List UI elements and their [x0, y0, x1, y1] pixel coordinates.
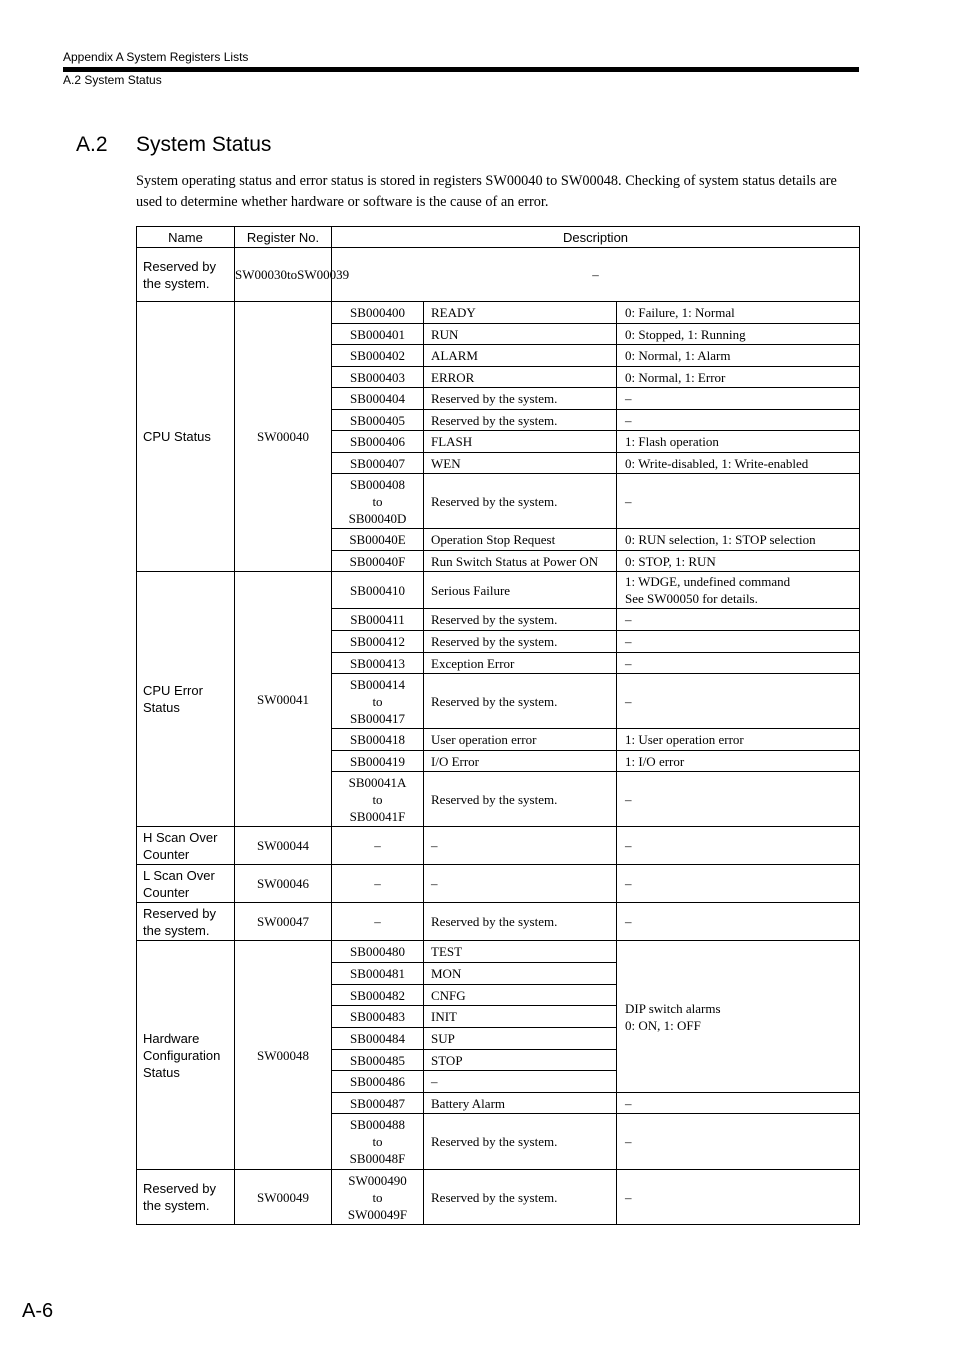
register-name: CPU Status — [137, 302, 235, 572]
bit-number: – — [332, 903, 424, 941]
bit-number: SB000418 — [332, 729, 424, 751]
bit-item: INIT — [424, 1006, 617, 1028]
bit-description: – — [617, 1114, 860, 1170]
bit-description: – — [617, 772, 860, 827]
bit-description: – — [617, 653, 860, 674]
register-name: L Scan Over Counter — [137, 865, 235, 903]
bit-item: Reserved by the system. — [424, 410, 617, 431]
bit-number: SB00040E — [332, 529, 424, 551]
bit-number: SB000414 to SB000417 — [332, 674, 424, 729]
bit-item: TEST — [424, 941, 617, 963]
section-title: System Status — [136, 133, 272, 156]
register-number: SW00046 — [235, 865, 332, 903]
bit-item: User operation error — [424, 729, 617, 751]
bit-description: 0: Normal, 1: Error — [617, 367, 860, 388]
bit-item: Reserved by the system. — [424, 388, 617, 410]
bit-item: Reserved by the system. — [424, 609, 617, 631]
bit-description: – — [617, 609, 860, 631]
bit-description: 0: Failure, 1: Normal — [617, 302, 860, 324]
register-name: CPU Error Status — [137, 572, 235, 827]
bit-item: RUN — [424, 324, 617, 345]
bit-description: – — [617, 410, 860, 431]
register-number: SW00049 — [235, 1170, 332, 1225]
bit-number: SB00041A to SB00041F — [332, 772, 424, 827]
bit-item: CNFG — [424, 985, 617, 1006]
register-description: – — [332, 248, 860, 302]
bit-number: SB000412 — [332, 631, 424, 653]
bit-number: SB000480 — [332, 941, 424, 963]
bit-number: SB000401 — [332, 324, 424, 345]
bit-number: SB000413 — [332, 653, 424, 674]
bit-description: – — [617, 903, 860, 941]
header-register: Register No. — [235, 227, 332, 248]
register-number: SW00044 — [235, 827, 332, 865]
bit-item: SUP — [424, 1028, 617, 1050]
bit-item: – — [424, 827, 617, 865]
bit-description: 0: Normal, 1: Alarm — [617, 345, 860, 367]
register-name: Reserved by the system. — [137, 1170, 235, 1225]
bit-number: SB000481 — [332, 963, 424, 985]
bit-number: – — [332, 865, 424, 903]
table-row — [137, 1170, 860, 1225]
table-row — [137, 827, 860, 865]
register-number: SW00047 — [235, 903, 332, 941]
table-row — [137, 302, 860, 324]
bit-description: 0: Write-disabled, 1: Write-enabled — [617, 453, 860, 474]
bit-item: WEN — [424, 453, 617, 474]
register-name: H Scan Over Counter — [137, 827, 235, 865]
bit-item: ALARM — [424, 345, 617, 367]
table-row — [137, 572, 860, 609]
system-status-table — [136, 226, 860, 1225]
bit-number: SW000490 to SW00049F — [332, 1170, 424, 1225]
bit-description: – — [617, 827, 860, 865]
bit-number: SB000419 — [332, 751, 424, 772]
bit-description-merged: DIP switch alarms 0: ON, 1: OFF — [617, 941, 860, 1093]
bit-description: – — [617, 865, 860, 903]
bit-item: – — [424, 1071, 617, 1093]
bit-item: READY — [424, 302, 617, 324]
bit-description: 0: Stopped, 1: Running — [617, 324, 860, 345]
bit-number: SB000487 — [332, 1093, 424, 1114]
page-number: A-6 — [22, 1300, 54, 1322]
bit-number: SB000408 to SB00040D — [332, 474, 424, 529]
bit-item: Reserved by the system. — [424, 903, 617, 941]
bit-item: ERROR — [424, 367, 617, 388]
bit-item: Reserved by the system. — [424, 631, 617, 653]
bit-item: Battery Alarm — [424, 1093, 617, 1114]
bit-item: Operation Stop Request — [424, 529, 617, 551]
header-rule — [63, 67, 859, 72]
bit-number: SB000486 — [332, 1071, 424, 1093]
bit-item: Serious Failure — [424, 572, 617, 609]
bit-description: – — [617, 674, 860, 729]
bit-description: 0: STOP, 1: RUN — [617, 551, 860, 572]
bit-item: Reserved by the system. — [424, 674, 617, 729]
bit-number: SB000400 — [332, 302, 424, 324]
bit-description: – — [617, 474, 860, 529]
table-row — [137, 903, 860, 941]
table-row — [137, 865, 860, 903]
bit-number: SB000484 — [332, 1028, 424, 1050]
register-number: SW00040 — [235, 302, 332, 572]
bit-number: SB000406 — [332, 431, 424, 453]
bit-item: – — [424, 865, 617, 903]
bit-number: SB000411 — [332, 609, 424, 631]
bit-number: – — [332, 827, 424, 865]
bit-item: Run Switch Status at Power ON — [424, 551, 617, 572]
bit-item: Reserved by the system. — [424, 1170, 617, 1225]
bit-description: – — [617, 1170, 860, 1225]
bit-item: STOP — [424, 1050, 617, 1071]
register-name: Reserved by the system. — [137, 903, 235, 941]
bit-number: SB00040F — [332, 551, 424, 572]
bit-description: – — [617, 388, 860, 410]
register-number: SW00030toSW00039 — [235, 248, 332, 302]
table-header-row — [137, 227, 860, 248]
bit-item: Exception Error — [424, 653, 617, 674]
register-name: Reserved by the system. — [137, 248, 235, 302]
bit-item: Reserved by the system. — [424, 772, 617, 827]
running-header-chapter: Appendix A System Registers Lists — [63, 50, 249, 64]
register-number: SW00048 — [235, 941, 332, 1170]
header-name: Name — [137, 227, 235, 248]
table-row — [137, 941, 860, 963]
bit-number: SB000485 — [332, 1050, 424, 1071]
bit-number: SB000402 — [332, 345, 424, 367]
bit-item: MON — [424, 963, 617, 985]
bit-item: FLASH — [424, 431, 617, 453]
bit-description: 1: User operation error — [617, 729, 860, 751]
bit-number: SB000410 — [332, 572, 424, 609]
table-row — [137, 248, 860, 302]
bit-number: SB000404 — [332, 388, 424, 410]
bit-number: SB000407 — [332, 453, 424, 474]
bit-description: – — [617, 631, 860, 653]
register-name: Hardware Configuration Status — [137, 941, 235, 1170]
bit-description: 1: WDGE, undefined command See SW00050 for details. — [617, 572, 860, 609]
bit-item: Reserved by the system. — [424, 474, 617, 529]
bit-number: SB000403 — [332, 367, 424, 388]
bit-number: SB000482 — [332, 985, 424, 1006]
running-header-section: A.2 System Status — [63, 73, 162, 87]
header-description: Description — [332, 227, 860, 248]
bit-item: Reserved by the system. — [424, 1114, 617, 1170]
bit-number: SB000488 to SB00048F — [332, 1114, 424, 1170]
bit-description: 0: RUN selection, 1: STOP selection — [617, 529, 860, 551]
section-number: A.2 — [76, 133, 108, 156]
bit-item: I/O Error — [424, 751, 617, 772]
bit-description: 1: Flash operation — [617, 431, 860, 453]
register-number: SW00041 — [235, 572, 332, 827]
bit-description: – — [617, 1093, 860, 1114]
bit-number: SB000483 — [332, 1006, 424, 1028]
bit-description: 1: I/O error — [617, 751, 860, 772]
bit-number: SB000405 — [332, 410, 424, 431]
intro-paragraph: System operating status and error status is stored in registers SW00040 to SW00048. Checking of system status details are used to determine whether hardware or software is the cause of an error. — [136, 173, 837, 210]
